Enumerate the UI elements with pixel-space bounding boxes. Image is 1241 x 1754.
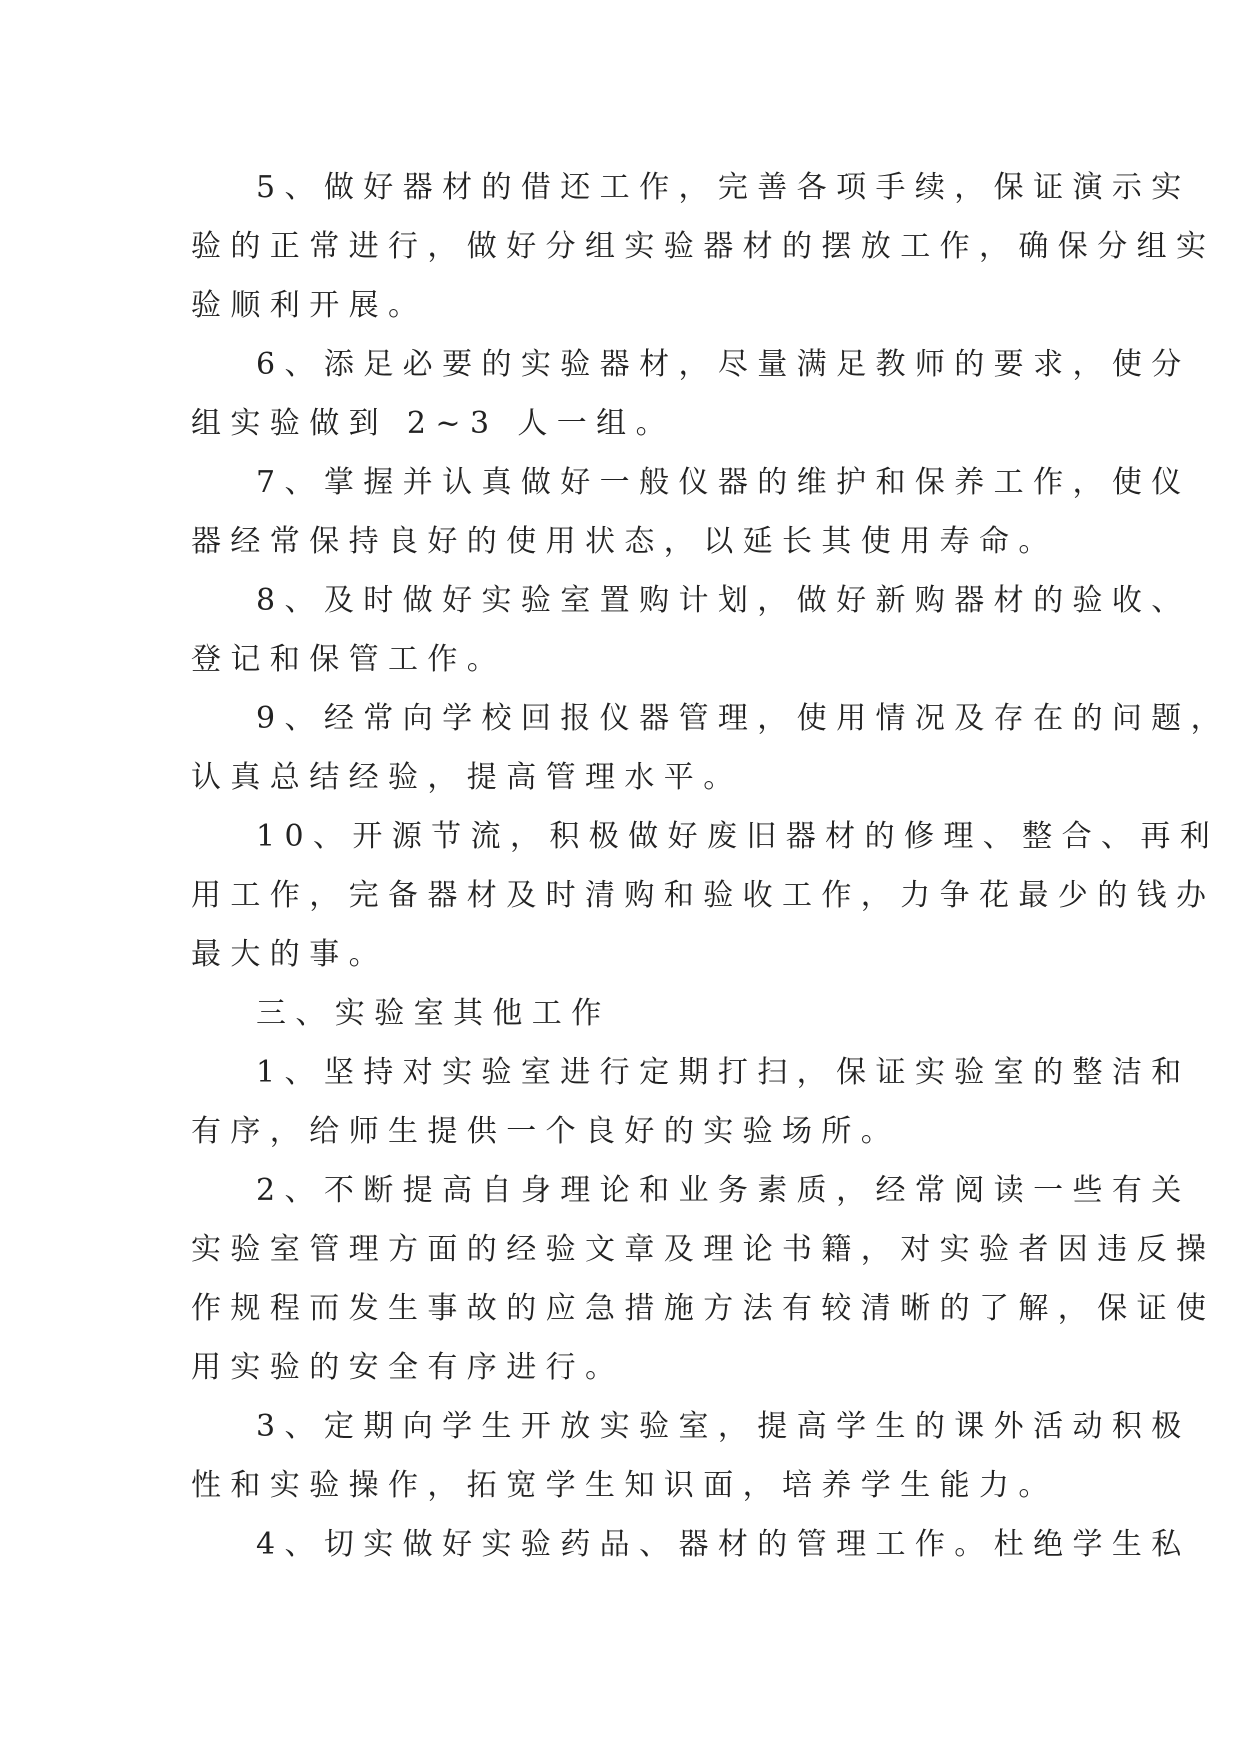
text-line: 5、做好器材的借还工作，完善各项手续，保证演示实	[256, 170, 1191, 205]
text-line: 用工作，完备器材及时清购和验收工作，力争花最少的钱办	[191, 878, 1216, 913]
text-line: 实验室管理方面的经验文章及理论书籍，对实验者因违反操	[191, 1232, 1216, 1267]
text-line: 用实验的安全有序进行。	[191, 1350, 625, 1385]
text-line: 4、切实做好实验药品、器材的管理工作。杜绝学生私	[256, 1527, 1191, 1562]
text-line: 器经常保持良好的使用状态，以延长其使用寿命。	[191, 524, 1058, 559]
text-line: 7、掌握并认真做好一般仪器的维护和保养工作，使仪	[256, 465, 1191, 500]
text-line: 3、定期向学生开放实验室，提高学生的课外活动积极	[256, 1409, 1191, 1444]
text-line: 认真总结经验，提高管理水平。	[191, 760, 743, 795]
text-line: 登记和保管工作。	[191, 642, 507, 677]
text-line: 有序，给师生提供一个良好的实验场所。	[191, 1114, 901, 1149]
document-body	[191, 158, 1231, 1574]
text-line: 组实验做到 2~3 人一组。	[191, 406, 675, 441]
text-line: 验的正常进行，做好分组实验器材的摆放工作，确保分组实	[191, 229, 1216, 264]
text-line: 最大的事。	[191, 937, 388, 972]
text-line: 10、开源节流，积极做好废旧器材的修理、整合、再利	[256, 819, 1220, 854]
text-line: 验顺利开展。	[191, 288, 428, 323]
text-line: 6、添足必要的实验器材，尽量满足教师的要求，使分	[256, 347, 1191, 382]
text-line: 1、坚持对实验室进行定期打扫，保证实验室的整洁和	[256, 1055, 1191, 1090]
text-line: 9、经常向学校回报仪器管理，使用情况及存在的问题，	[256, 701, 1231, 736]
text-line: 作规程而发生事故的应急措施方法有较清晰的了解，保证使	[191, 1291, 1216, 1326]
text-line: 性和实验操作，拓宽学生知识面，培养学生能力。	[191, 1468, 1058, 1503]
text-line: 2、不断提高自身理论和业务素质，经常阅读一些有关	[256, 1173, 1191, 1208]
text-line: 三、实验室其他工作	[256, 996, 611, 1031]
text-line: 8、及时做好实验室置购计划，做好新购器材的验收、	[256, 583, 1191, 618]
